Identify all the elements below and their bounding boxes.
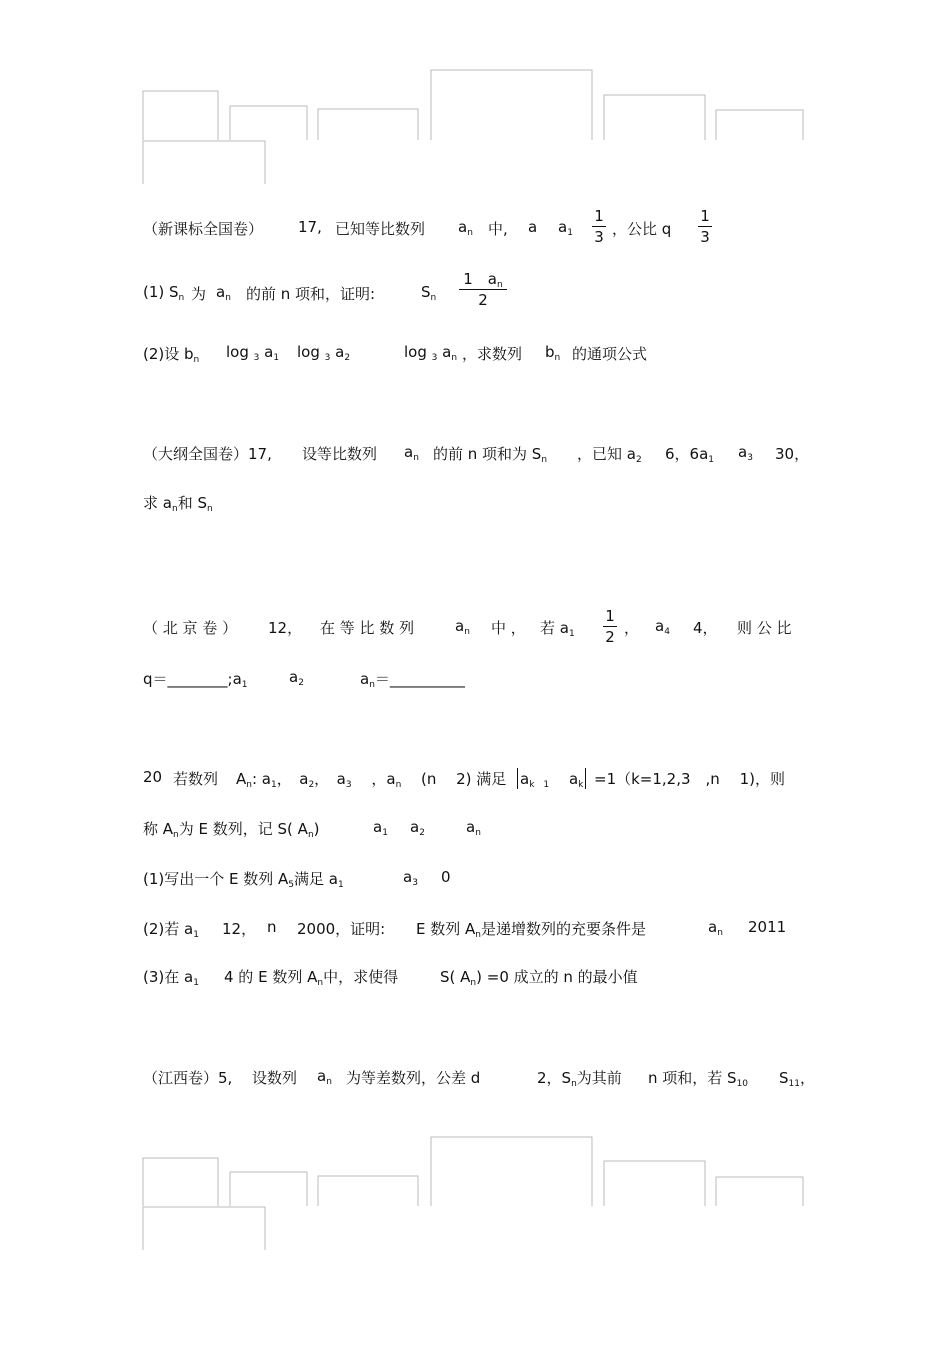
text: 2，$S_n$为其前 bbox=[537, 1069, 622, 1089]
text: n bbox=[267, 918, 277, 936]
text: 中, bbox=[488, 220, 508, 238]
text: 30， bbox=[775, 445, 810, 463]
math-a1: $a_1$ bbox=[373, 818, 388, 838]
math-an: $a_n$ bbox=[216, 283, 231, 303]
answer-blank-an: $a_n=\_\_\_\_\_\_\_\_\_\_$ bbox=[360, 670, 465, 690]
text: n 项和，若 $S_{10}$ bbox=[648, 1069, 749, 1089]
math-sn: $S_n$ bbox=[421, 283, 437, 303]
text: (n 2) 满足 bbox=[421, 770, 507, 788]
text: 设等比数列 bbox=[302, 445, 378, 463]
text: E 数列 $A_n$是递增数列的充要条件是 bbox=[416, 920, 647, 940]
text: =1（k=1,2,3 ,n 1)，则 bbox=[594, 770, 785, 788]
math-a3: $a_3$ bbox=[403, 868, 418, 888]
math-a2: $a_2$ bbox=[410, 818, 425, 838]
math-a2: $a_2$ bbox=[289, 668, 304, 688]
math-an: $a_n$ bbox=[458, 218, 473, 238]
part-label: (1) $S_n$ bbox=[143, 283, 185, 303]
text: ， bbox=[624, 619, 640, 637]
text: 为等差数列，公差 d bbox=[346, 1069, 481, 1087]
text: 称 $A_n$为 E 数列，记 S( $A_n$) bbox=[143, 820, 320, 840]
fraction-1-minus-an-over-2: 1 $a_n$ 2 bbox=[459, 270, 507, 309]
text: 12， bbox=[222, 920, 257, 938]
header-decoration bbox=[0, 0, 950, 200]
math-bn: $b_n$ bbox=[545, 343, 561, 363]
math-log1: log $_3$ $a_1$ bbox=[226, 343, 280, 363]
text: 6，$6a_1$ bbox=[665, 445, 715, 465]
fraction-one-half: 1 2 bbox=[603, 607, 617, 646]
answer-blank-q: $q=\_\_\_\_\_\_\_\_;a_1$ bbox=[143, 670, 248, 690]
part-label: (2)设 $b_n$ bbox=[143, 345, 200, 365]
source-label: （新课标全国卷） bbox=[143, 220, 264, 238]
source-label: （江西卷）5, bbox=[143, 1069, 233, 1087]
text: 2000，证明: bbox=[297, 920, 386, 938]
text: 若 $a_1$ bbox=[540, 619, 575, 639]
math-a: a bbox=[528, 218, 538, 236]
text: ，公比 q bbox=[612, 220, 672, 238]
text: 4 的 E 数列 $A_n$中，求使得 bbox=[224, 968, 399, 988]
math-an: $a_n$ bbox=[455, 617, 470, 637]
math-abs-difference: $a_{k 1}$ $a_k$ bbox=[517, 768, 586, 789]
problem-number: 17, bbox=[298, 218, 322, 236]
text: 的通项公式 bbox=[572, 345, 648, 363]
text: 已知等比数列 bbox=[335, 220, 426, 238]
math-a3: $a_3$ bbox=[738, 443, 753, 463]
text: 的前 n 项和为 $S_n$ bbox=[433, 445, 548, 465]
text: S( $A_n) =0$ 成立的 n 的最小值 bbox=[440, 968, 638, 988]
fraction-one-third: 1 3 bbox=[592, 207, 606, 246]
text: 则 公 比 bbox=[737, 619, 792, 637]
math-an: $a_n$ bbox=[708, 918, 723, 938]
text: 中 ， bbox=[491, 619, 526, 637]
text: 求 $a_n$和 $S_n$ bbox=[143, 494, 213, 514]
math-log3: log $_3$ $a_n$ bbox=[404, 343, 458, 363]
text: 为 bbox=[191, 285, 207, 303]
text: ，求数列 bbox=[462, 345, 523, 363]
text: 的前 n 项和，证明: bbox=[246, 285, 376, 303]
text: 2011 bbox=[748, 918, 787, 936]
math-a1: $a_1$ bbox=[558, 218, 573, 238]
math-an: $a_n$ bbox=[317, 1067, 332, 1087]
text: 在 等 比 数 列 bbox=[320, 619, 415, 637]
text: 设数列 bbox=[252, 1069, 298, 1087]
text: 4， bbox=[693, 619, 718, 637]
part-label: (1)写出一个 E 数列 $A_5$满足 $a_1$ bbox=[143, 870, 344, 890]
text: ，已知 $a_2$ bbox=[577, 445, 642, 465]
math-s11: $S_{11}$， bbox=[779, 1069, 815, 1089]
problem-number: 12， bbox=[268, 619, 303, 637]
math-a4: $a_4$ bbox=[655, 617, 670, 637]
fraction-one-third: 1 3 bbox=[698, 207, 712, 246]
text: 0 bbox=[441, 868, 451, 886]
source-label: （ 北 京 卷 ） bbox=[143, 619, 238, 637]
math-an: $a_n$ bbox=[466, 818, 481, 838]
part-label: (2)若 $a_1$ bbox=[143, 920, 199, 940]
text: 若数列 bbox=[173, 770, 219, 788]
math-an: $a_n$ bbox=[404, 443, 419, 463]
source-label: （大纲全国卷）17, bbox=[143, 445, 272, 463]
problem-number: 20 bbox=[143, 768, 163, 786]
math-log2: log $_3$ $a_2$ bbox=[297, 343, 351, 363]
part-label: (3)在 $a_1$ bbox=[143, 968, 199, 988]
math-sequence: $A_n$: $a_1$， $a_2$， $a_3$ ，$a_n$ bbox=[236, 770, 402, 790]
